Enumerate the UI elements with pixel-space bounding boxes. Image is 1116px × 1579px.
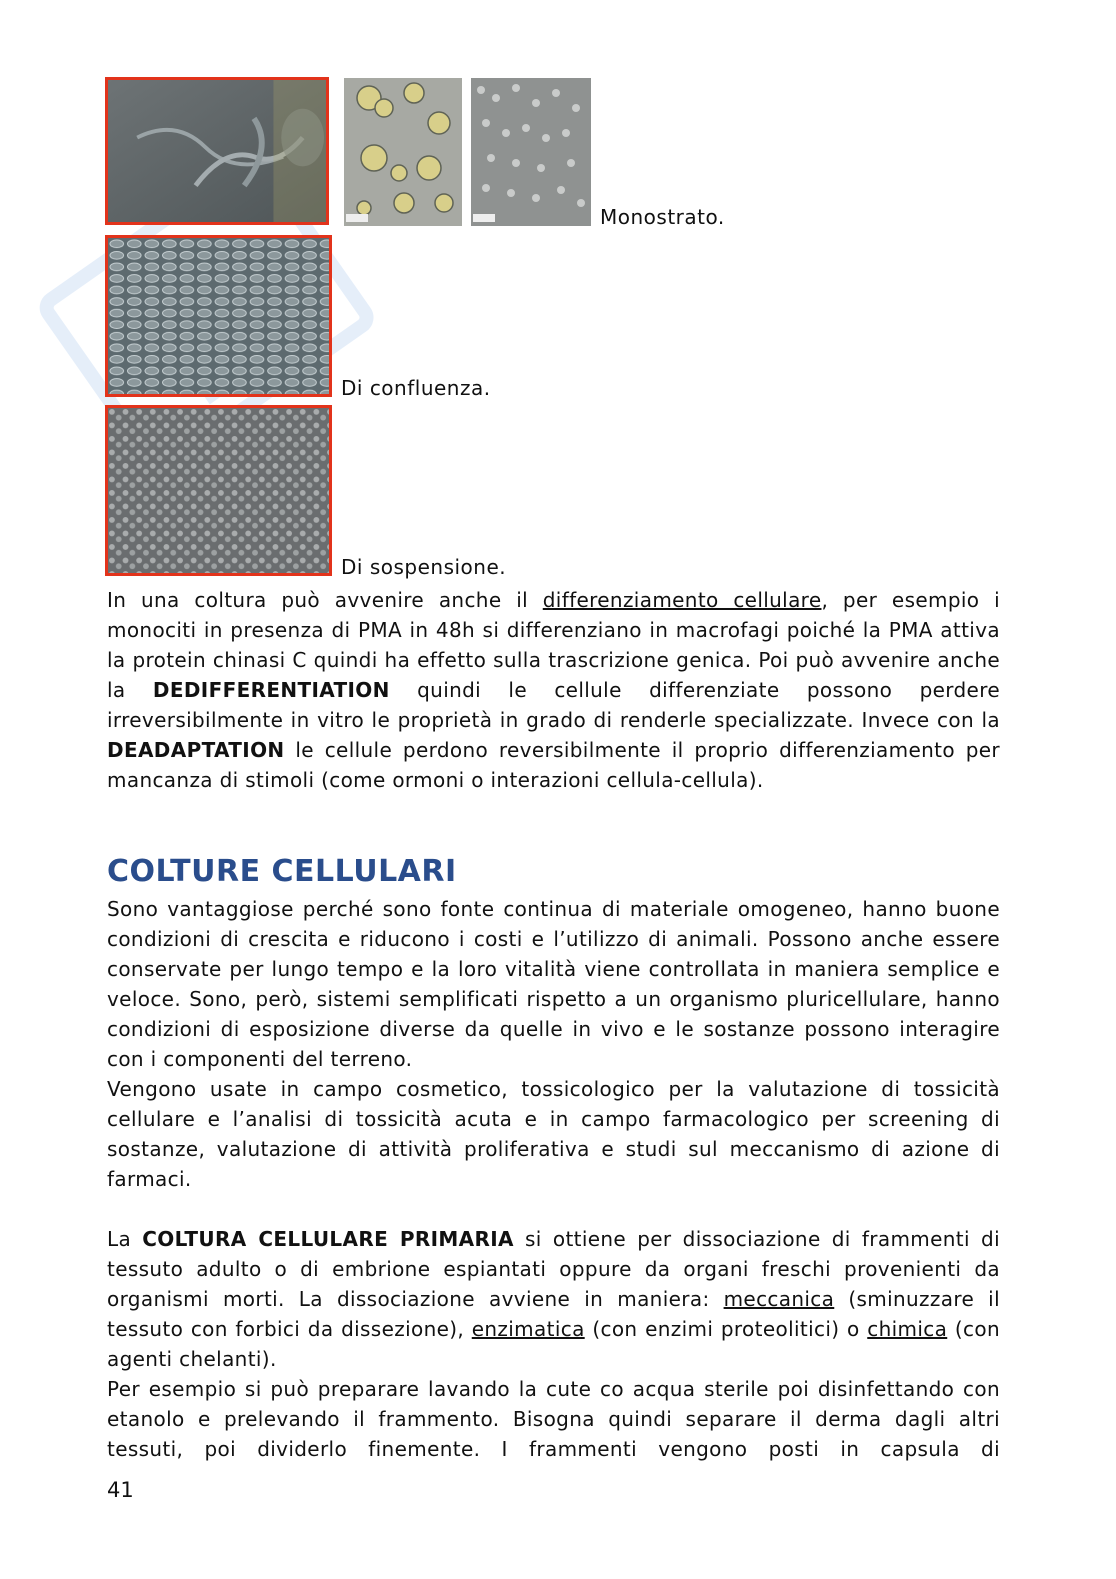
caption-confluence: Di confluenza. — [341, 376, 491, 400]
caption-monolayer: Monostrato. — [600, 205, 725, 229]
primary-culture-paragraph — [107, 1224, 1000, 1374]
text-span: si ottiene per dissociazione di frammenti di tessuto adulto o di embrione espiantati oppure da organi freschi provenienti da organismi morti. La dissociazione avviene in maniera: — [107, 1227, 1000, 1311]
micrograph-fibroblasts-image — [105, 77, 329, 225]
term-differenziamento: differenziamento cellulare — [542, 588, 822, 612]
text-span: quindi le cellule differenziate possono perdere irreversibilmente in vitro le proprietà in grado di renderle specializzate. Invece con la — [107, 678, 1000, 732]
uses-paragraph: Vengono usate in campo cosmetico, tossicologico per la valutazione di tossicità cellulare e l’analisi di tossicità acuta e in campo farmacologico per screening di sostanze, valutazione di attività proliferativa e studi sul meccanismo di azione di farmaci. — [107, 1077, 1000, 1191]
differentiation-section — [107, 585, 1000, 795]
term-primary-culture: COLTURA CELLULARE PRIMARIA — [142, 1227, 514, 1251]
cell-cultures-section — [107, 894, 1000, 1464]
term-meccanica: meccanica — [723, 1287, 835, 1311]
caption-suspension: Di sospensione. — [341, 555, 507, 579]
example-paragraph: Per esempio si può preparare lavando la cute co acqua sterile poi disinfettando con etanolo e prelevando il frammento. Bisogna quindi separare il derma dagli altri tessuti, poi dividerlo finemente. I frammenti vengono posti in capsula di — [107, 1377, 1000, 1461]
blank-line — [107, 1194, 1000, 1224]
text-span: , per esempio i monociti in presenza di PMA in 48h si differenziano in macrofagi poiché la PMA attiva la protein chinasi C quindi ha effetto sulla trascrizione genica. Poi può avvenire anche la — [107, 588, 1001, 702]
text-span: (con enzimi proteolitici) o — [584, 1317, 868, 1341]
term-deadaptation: DEADAPTATION — [107, 738, 285, 762]
term-enzimatica: enzimatica — [471, 1317, 585, 1341]
micrograph-monolayer-image — [471, 78, 591, 226]
page-number: 41 — [107, 1478, 134, 1502]
micrograph-confluence-image — [105, 235, 332, 397]
text-span: La — [107, 1227, 143, 1251]
micrograph-clusters-image — [344, 78, 462, 226]
differentiation-paragraph — [107, 585, 1000, 795]
term-chimica: chimica — [867, 1317, 948, 1341]
section-heading: COLTURE CELLULARI — [107, 854, 457, 889]
advantages-paragraph: Sono vantaggiose perché sono fonte continua di materiale omogeneo, hanno buone condizioni di crescita e riducono i costi e l’utilizzo di animali. Possono anche essere conservate per lungo tempo e la loro vitalità viene controllata in maniera semplice e veloce. Sono, però, sistemi semplificati rispetto a un organismo pluricellulare, hanno condizioni di esposizione diverse da quelle in vivo e le sostanze possono interagire con i componenti del terreno. — [107, 897, 1000, 1071]
text-span: (con agenti chelanti). — [107, 1317, 1000, 1371]
term-dedifferentiation: DEDIFFERENTIATION — [152, 678, 390, 702]
text-span: In una coltura può avvenire anche il — [107, 588, 543, 612]
text-span: le cellule perdono reversibilmente il proprio differenziamento per mancanza di stimoli (come ormoni o interazioni cellula-cellula). — [107, 738, 1000, 792]
text-span: (sminuzzare il tessuto con forbici da dissezione), — [107, 1287, 1000, 1341]
micrograph-suspension-image — [105, 405, 332, 576]
